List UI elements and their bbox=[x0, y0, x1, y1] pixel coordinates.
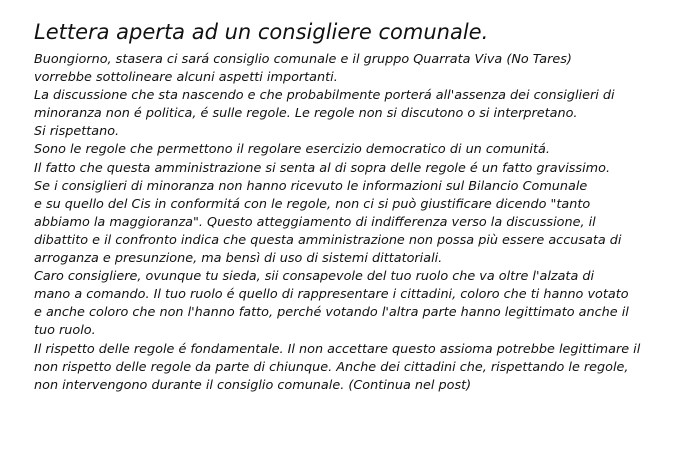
body-line: La discussione che sta nascendo e che probabilmente porterá all'assenza dei consiglieri di bbox=[34, 88, 615, 104]
body-line: non rispetto delle regole da parte di chiunque. Anche dei cittadini che, rispettando le regole, bbox=[34, 359, 629, 375]
body-line: abbiamo la maggioranza". Questo atteggiamento di indifferenza verso la discussione, il bbox=[34, 214, 596, 230]
body-line: tuo ruolo. bbox=[34, 323, 96, 339]
body-line: non intervengono durante il consiglio comunale. (Continua nel post) bbox=[34, 377, 472, 393]
letter-title: Lettera aperta ad un consigliere comunale. bbox=[34, 20, 489, 44]
body-line: Sono le regole che permettono il regolare esercizio democratico di un comunitá. bbox=[34, 142, 550, 158]
body-line: Il fatto che questa amministrazione si senta al di sopra delle regole é un fatto gravissimo. bbox=[34, 160, 611, 176]
body-line: Se i consiglieri di minoranza non hanno ricevuto le informazioni sul Bilancio Comunale bbox=[34, 178, 588, 194]
body-line: minoranza non é politica, é sulle regole. Le regole non si discutono o si interpretano. bbox=[34, 106, 578, 122]
body-line: Caro consigliere, ovunque tu sieda, sii consapevole del tuo ruolo che va oltre l'alzata di bbox=[34, 269, 595, 285]
body-line: Buongiorno, stasera ci sará consiglio comunale e il gruppo Quarrata Viva (No Tares) bbox=[34, 52, 572, 67]
body-line: vorrebbe sottolineare alcuni aspetti importanti. bbox=[34, 70, 338, 86]
body-line: mano a comando. Il tuo ruolo é quello di rappresentare i cittadini, coloro che ti hanno votato bbox=[34, 287, 629, 303]
body-line: arroganza e presunzione, ma bensì di uso di sistemi dittatoriali. bbox=[34, 251, 443, 267]
body-line: e su quello del Cis in conformitá con le regole, non ci si può giustificare dicendo "tanto bbox=[34, 196, 591, 212]
body-line: Il rispetto delle regole é fondamentale. Il non accettare questo assioma potrebbe legittimare il bbox=[34, 341, 641, 357]
body-line: dibattito e il confronto indica che questa amministrazione non possa più essere accusata di bbox=[34, 232, 622, 248]
letter-body bbox=[34, 51, 674, 395]
body-line: e anche coloro che non l'hanno fatto, perché votando l'altra parte hanno legittimato anche il bbox=[34, 305, 629, 321]
body-line: Si rispettano. bbox=[34, 124, 120, 140]
